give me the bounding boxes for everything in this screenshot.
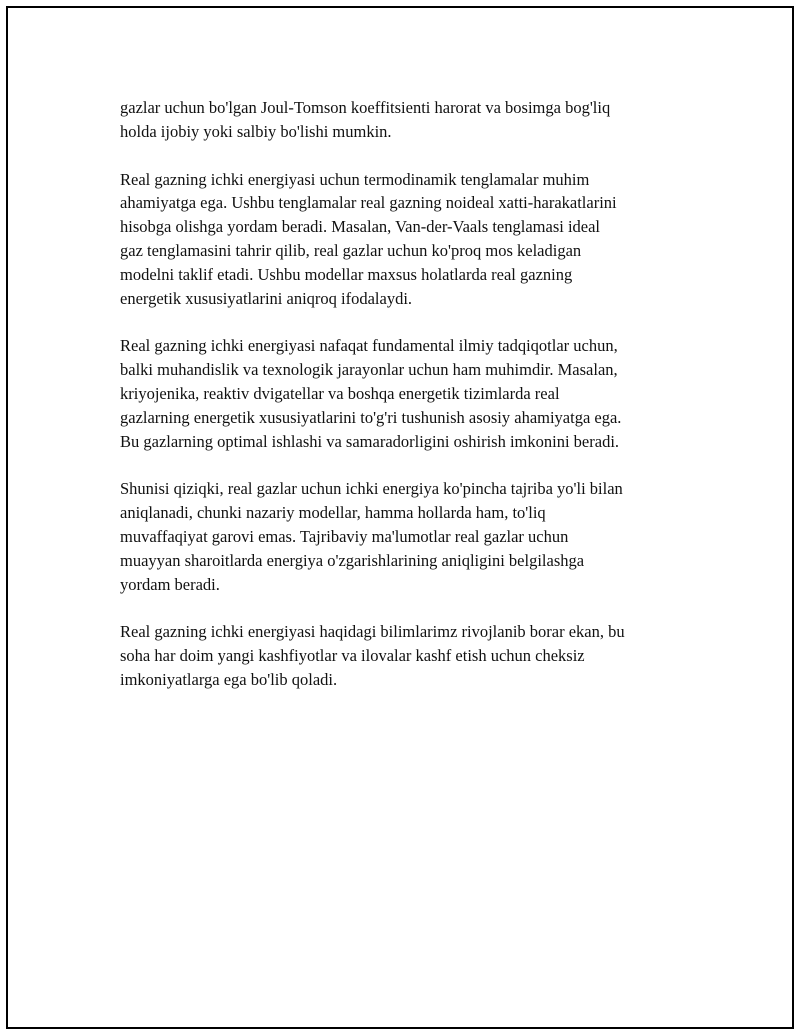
- paragraph-line: Real gazning ichki energiyasi uchun termodinamik tenglamalar muhim: [120, 169, 590, 189]
- paragraph-line: muayyan sharoitlarda energiya o'zgarishlarining aniqligini belgilashga: [120, 550, 585, 570]
- paragraph-line: aniqlanadi, chunki nazariy modellar, hamma hollarda ham, to'liq: [120, 503, 546, 523]
- paragraph-line: ahamiyatga ega. Ushbu tenglamalar real gazning noideal xatti-harakatlarini: [120, 193, 617, 213]
- paragraph-line: holda ijobiy yoki salbiy bo'lishi mumkin.: [120, 121, 392, 141]
- paragraph-line: muvaffaqiyat garovi emas. Tajribaviy ma'lumotlar real gazlar uchun: [120, 526, 569, 546]
- paragraph-line: yordam beradi.: [120, 574, 220, 594]
- paragraph-line: gazlarning energetik xususiyatlarini to'g'ri tushunish asosiy ahamiyatga ega.: [120, 407, 622, 427]
- paragraph-line: Real gazning ichki energiyasi nafaqat fundamental ilmiy tadqiqotlar uchun,: [120, 336, 618, 356]
- paragraph-line: balki muhandislik va texnologik jarayonlar uchun ham muhimdir. Masalan,: [120, 360, 618, 380]
- paragraph-line: soha har doim yangi kashfiyotlar va ilovalar kashf etish uchun cheksiz: [120, 646, 585, 666]
- document-page: [6, 6, 794, 1029]
- paragraph-2: [120, 168, 720, 311]
- paragraph-line: Shunisi qiziqki, real gazlar uchun ichki energiya ko'pincha tajriba yo'li bilan: [120, 479, 623, 499]
- paragraph-1: [120, 96, 720, 144]
- paragraph-line: Real gazning ichki energiyasi haqidagi bilimlarimz rivojlanib borar ekan, bu: [120, 622, 625, 642]
- paragraph-line: hisobga olishga yordam beradi. Masalan, Van-der-Vaals tenglamasi ideal: [120, 217, 601, 237]
- paragraph-line: kriyojenika, reaktiv dvigatellar va boshqa energetik tizimlarda real: [120, 383, 560, 403]
- paragraph-line: gaz tenglamasini tahrir qilib, real gazlar uchun ko'proq mos keladigan: [120, 240, 582, 260]
- paragraph-3: [120, 334, 720, 453]
- paragraph-line: gazlar uchun bo'lgan Joul-Tomson koeffitsienti harorat va bosimga bog'liq: [120, 98, 611, 117]
- document-body: [120, 96, 720, 716]
- paragraph-line: energetik xususiyatlarini aniqroq ifodalaydi.: [120, 288, 413, 308]
- paragraph-4: [120, 477, 720, 596]
- paragraph-5: [120, 620, 720, 691]
- paragraph-line: imkoniyatlarga ega bo'lib qoladi.: [120, 669, 338, 689]
- paragraph-line: Bu gazlarning optimal ishlashi va samaradorligini oshirish imkonini beradi.: [120, 431, 620, 451]
- paragraph-line: modelni taklif etadi. Ushbu modellar maxsus holatlarda real gazning: [120, 264, 573, 284]
